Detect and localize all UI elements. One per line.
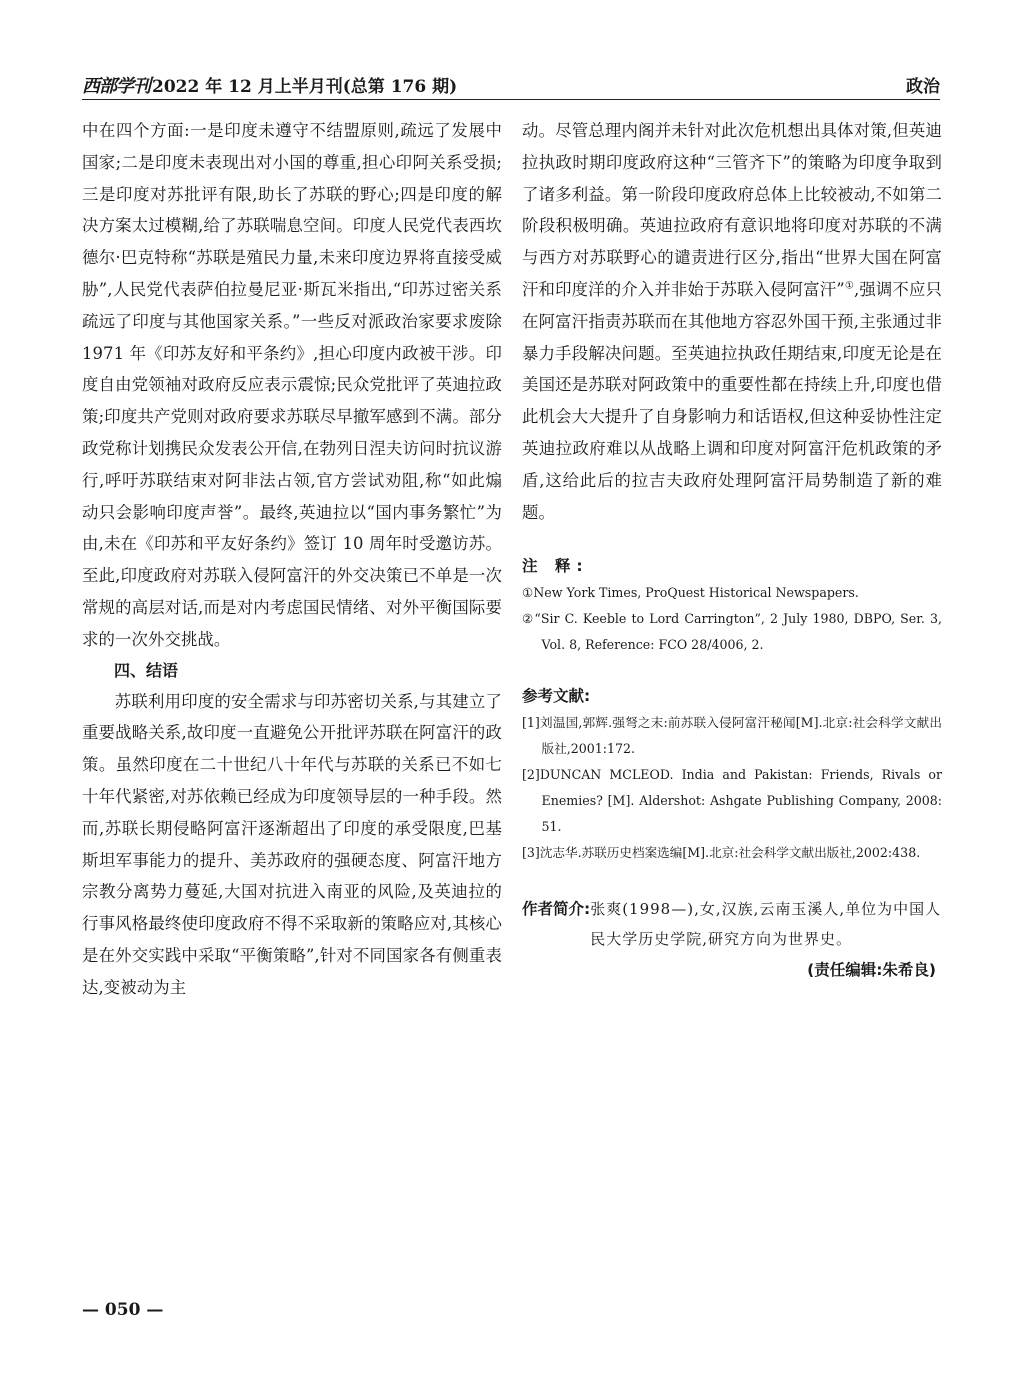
journal-logo: 西部学刊 [82, 76, 150, 97]
note-item: ②“Sir C. Keeble to Lord Carrington”, 2 July 1980, DBPO, Ser. 3, Vol. 8, Reference: FCO 28/4006, 2. [522, 611, 942, 653]
paragraph-text-b: ,强调不应只在阿富汗指责苏联而在其他地方容忍外国干预,主张通过非暴力手段解决问题。至英迪拉执政任期结束,印度无论是在美国还是苏联对阿政策中的重要性都在持续上升,印度也借此机会大大提升了自身影响力和话语权,但这种妥协性注定英迪拉政府难以从战略上调和印度对阿富汗危机政策的矛盾,这给此后的拉吉夫政府处理阿富汗局势制造了新的难题。 [522, 279, 942, 522]
page-header [82, 72, 940, 98]
footnote-marker: ① [844, 280, 854, 292]
body-paragraph: 中在四个方面:一是印度未遵守不结盟原则,疏远了发展中国家;二是印度未表现出对小国的尊重,担心印阿关系受损;三是印度对苏批评有限,助长了苏联的野心;四是印度的解决方案太过模糊,给了苏联喘息空间。印度人民党代表西坎德尔·巴克特称“苏联是殖民力量,未来印度边界将直接受威胁”,人民党代表萨伯拉曼尼亚·斯瓦米指出,“印苏过密关系疏远了印度与其他国家关系。”一些反对派政治家要求废除 1971 年《印苏友好和平条约》,担心印度内政被干涉。印度自由党领袖对政府反应表示震惊;民众党批评了英迪拉政策;印度共产党则对政府要求苏联尽早撤军感到不满。部分政党称计划携民众发表公开信,在勃列日涅夫访问时抗议游行,呼吁苏联结束对阿非法占领,官方尝试劝阻,称“如此煽动只会影响印度声誉”。最终,英迪拉以“国内事务繁忙”为由,未在《印苏和平友好条约》签订 10 周年时受邀访苏。至此,印度政府对苏联入侵阿富汗的外交决策已不单是一次常规的高层对话,而是对内考虑国民情绪、对外平衡国际要求的一次外交挑战。 [82, 121, 502, 649]
header-rule [82, 99, 940, 100]
references-title: 参考文献: [522, 687, 591, 706]
page-number: — 050 — [82, 1300, 164, 1320]
body-text [522, 115, 942, 528]
reference-item: [2]DUNCAN MCLEOD. India and Pakistan: Friends, Rivals or Enemies? [M]. Aldershot: Ashgate Publishing Company, 2008: 51. [522, 767, 942, 835]
right-column [522, 115, 942, 980]
left-column [82, 115, 502, 1004]
body-paragraph: 苏联利用印度的安全需求与印苏密切关系,与其建立了重要战略关系,故印度一直避免公开批评苏联在阿富汗的政策。虽然印度在二十世纪八十年代与苏联的关系已不如七十年代紧密,对苏依赖已经成为印度领导层的一种手段。然而,苏联长期侵略阿富汗逐渐超出了印度的承受限度,巴基斯坦军事能力的提升、美苏政府的强硬态度、阿富汗地方宗教分离势力蔓延,大国对抗进入南亚的风险,及英迪拉的行事风格最终使印度政府不得不采取新的策略应对,其核心是在外交实践中采取“平衡策略”,针对不同国家各有侧重表达,变被动为主 [82, 691, 502, 997]
editor-credit: (责任编辑:朱希良) [807, 961, 936, 980]
author-bio [522, 894, 942, 954]
notes-title: 注 释: [522, 557, 589, 576]
author-text: 张爽(1998—),女,汉族,云南玉溪人,单位为中国人民大学历史学院,研究方向为世界史。 [590, 900, 942, 949]
reference-item: [3]沈志华.苏联历史档案选编[M].北京:社会科学文献出版社,2002:438. [522, 845, 921, 861]
author-label: 作者简介: [522, 900, 591, 919]
paragraph-text-a: 动。尽管总理内阁并未针对此次危机想出具体对策,但英迪拉执政时期印度政府这种“三管齐下”的策略为印度争取到了诸多利益。第一阶段印度政府总体上比较被动,不如第二阶段积极明确。英迪拉政府有意识地将印度对苏联的不满与西方对苏联野心的谴责进行区分,指出“世界大国在阿富汗和印度洋的介入并非始于苏联入侵阿富汗” [522, 121, 942, 299]
references-list [522, 710, 942, 866]
section-label: 政治 [906, 77, 940, 97]
section-heading: 四、结语 [114, 660, 179, 680]
body-paragraph [522, 115, 942, 528]
notes-list [522, 580, 942, 658]
reference-item: [1]刘温国,郭辉.强弩之末:前苏联入侵阿富汗秘闻[M].北京:社会科学文献出版社,2001:172. [522, 715, 942, 757]
journal-issue-line [82, 72, 457, 98]
issue-info: 2022 年 12 月上半月刊(总第 176 期) [152, 77, 458, 97]
note-item: ①New York Times, ProQuest Historical Newspapers. [522, 585, 859, 601]
